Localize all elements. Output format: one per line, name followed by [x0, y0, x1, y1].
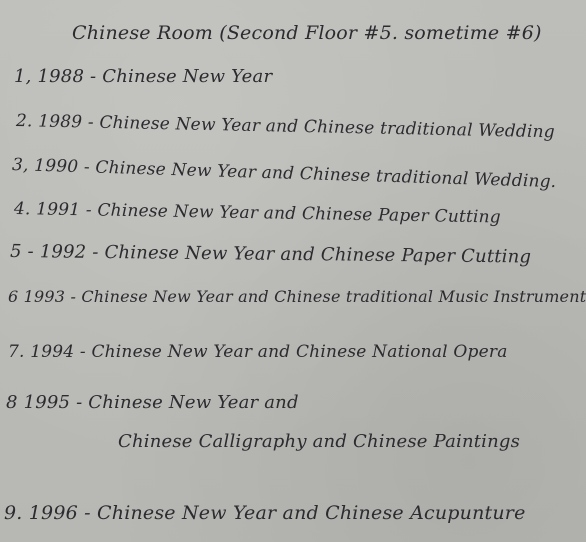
list-item: 4. 1991 - Chinese New Year and Chinese Paper Cutting: [13, 199, 502, 228]
list-item-continuation: Chinese Calligraphy and Chinese Paintings: [118, 431, 521, 452]
list-item: 8 1995 - Chinese New Year and: [6, 392, 299, 413]
list-item: 9. 1996 - Chinese New Year and Chinese Acupunture: [4, 502, 526, 524]
list-item: 2. 1989 - Chinese New Year and Chinese traditional Wedding: [15, 111, 556, 143]
page-title: Chinese Room (Second Floor #5. sometime #6): [72, 22, 542, 44]
list-item: 5 - 1992 - Chinese New Year and Chinese Paper Cutting: [9, 241, 532, 268]
list-item: 6 1993 - Chinese New Year and Chinese traditional Music Instrument: [8, 287, 586, 306]
list-item: 7. 1994 - Chinese New Year and Chinese National Opera: [8, 342, 508, 362]
list-item: 3, 1990 - Chinese New Year and Chinese traditional Wedding.: [11, 155, 557, 193]
list-item: 1, 1988 - Chinese New Year: [14, 66, 273, 87]
